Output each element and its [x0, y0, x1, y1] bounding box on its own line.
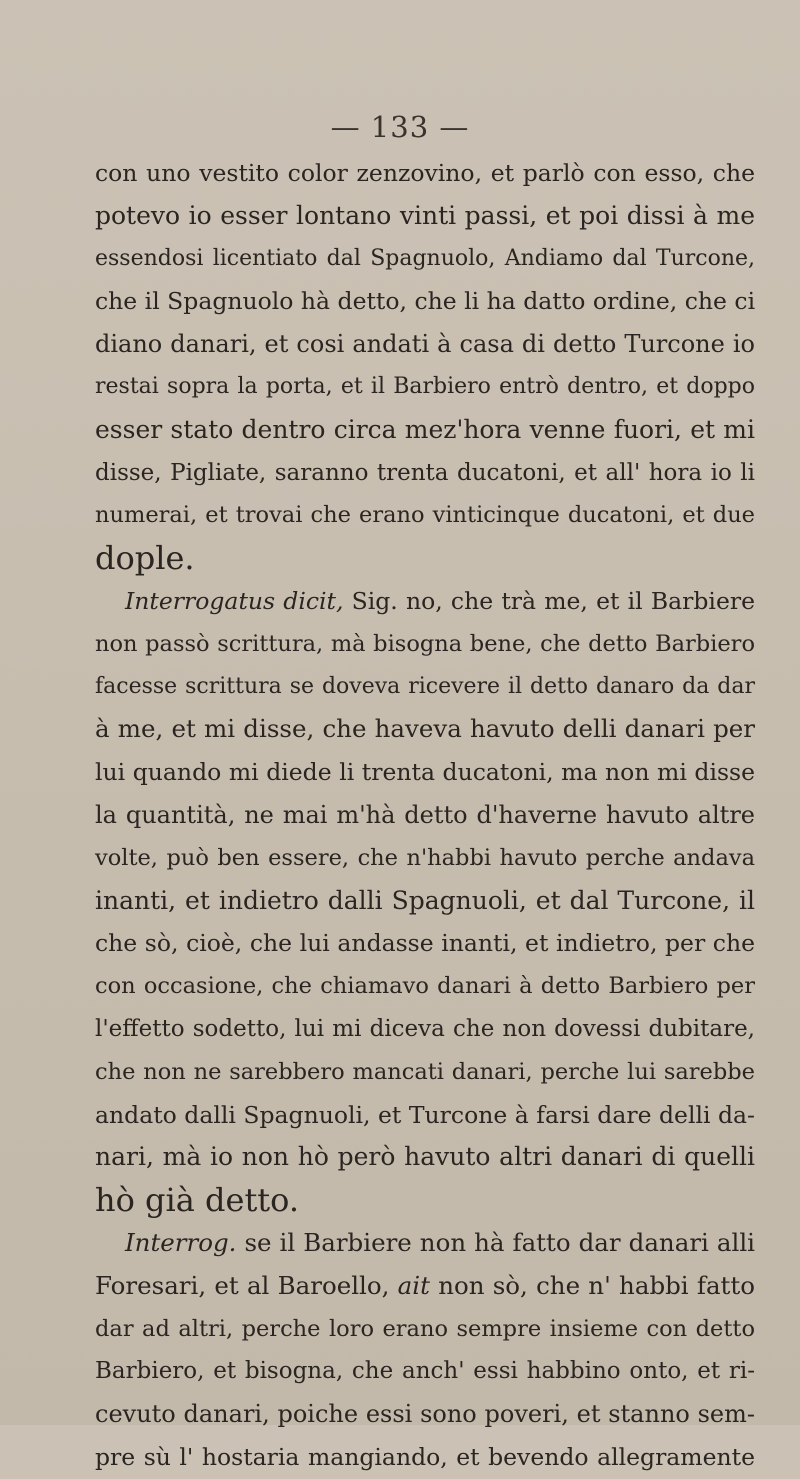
italic-text: Interrogatus dicit,: [125, 586, 344, 615]
text-line: inanti, et indietro dalli Spagnuoli, et dal Turcone, il: [95, 885, 755, 915]
text-line: numerai, et trovai che erano vinticinque ducatoni, et due: [95, 502, 755, 529]
text-line: cevuto danari, poiche essi sono poveri, et stanno sem-: [95, 1400, 755, 1429]
text-line: nari, mà io non hò però havuto altri danari di quelli: [95, 1142, 755, 1172]
text-line: volte, può ben essere, che n'habbi havuto perche andava: [95, 844, 755, 871]
text-line: restai sopra la porta, et il Barbiero entrò dentro, et doppo: [95, 373, 755, 399]
text-line: essendosi licentiato dal Spagnuolo, Andiamo dal Turcone,: [95, 245, 755, 271]
text-line: Interrog. se il Barbiere non hà fatto dar danari alli: [125, 1227, 755, 1257]
text-line: disse, Pigliate, saranno trenta ducatoni, et all' hora io li: [95, 459, 755, 486]
text-line: dople.: [95, 539, 195, 578]
italic-text: Interrog.: [125, 1227, 237, 1257]
text-line: andato dalli Spagnuoli, et Turcone à farsi dare delli da-: [95, 1100, 755, 1129]
body-text: [95, 152, 755, 1479]
text-line: pre sù l' hostaria mangiando, et bevendo allegramente: [95, 1442, 755, 1471]
text-line: con uno vestito color zenzovino, et parlò con esso, che: [95, 159, 755, 187]
text-line: lui quando mi diede li trenta ducatoni, ma non mi disse: [95, 758, 755, 787]
text-line: facesse scrittura se doveva ricevere il detto danaro da dar: [95, 673, 755, 699]
text-line: Interrogatus dicit, Sig. no, che trà me, et il Barbiere: [125, 586, 755, 615]
text-line: Foresari, et al Baroello, ait non sò, che n' habbi fatto: [95, 1270, 755, 1300]
page-number: — 133 —: [330, 110, 470, 144]
text-line: non passò scrittura, mà bisogna bene, che detto Barbiero: [95, 630, 755, 657]
text-line: esser stato dentro circa mez'hora venne fuori, et mi: [95, 414, 755, 444]
text-line: che sò, cioè, che lui andasse inanti, et indietro, per che: [95, 929, 755, 958]
text-line: dar ad altri, perche loro erano sempre insieme con detto: [95, 1315, 755, 1342]
text-line: con occasione, che chiamavo danari à detto Barbiero per: [95, 973, 755, 1000]
text-line: à me, et mi disse, che haveva havuto delli danari per: [95, 714, 755, 744]
text-line: l'effetto sodetto, lui mi diceva che non dovessi dubitare,: [95, 1015, 755, 1042]
text-line: hò già detto.: [95, 1181, 300, 1220]
text-line: potevo io esser lontano vinti passi, et poi dissi à me: [95, 200, 755, 230]
text-line: che il Spagnuolo hà detto, che li ha datto ordine, che ci: [95, 287, 756, 316]
text-line: la quantità, ne mai m'hà detto d'haverne havuto altre: [95, 800, 755, 829]
text-line: diano danari, et cosi andati à casa di detto Turcone io: [95, 330, 755, 359]
italic-text: ait: [397, 1270, 430, 1300]
text-line: che non ne sarebbero mancati danari, perche lui sarebbe: [95, 1058, 755, 1085]
text-line: Barbiero, et bisogna, che anch' essi habbino onto, et ri-: [95, 1358, 755, 1385]
